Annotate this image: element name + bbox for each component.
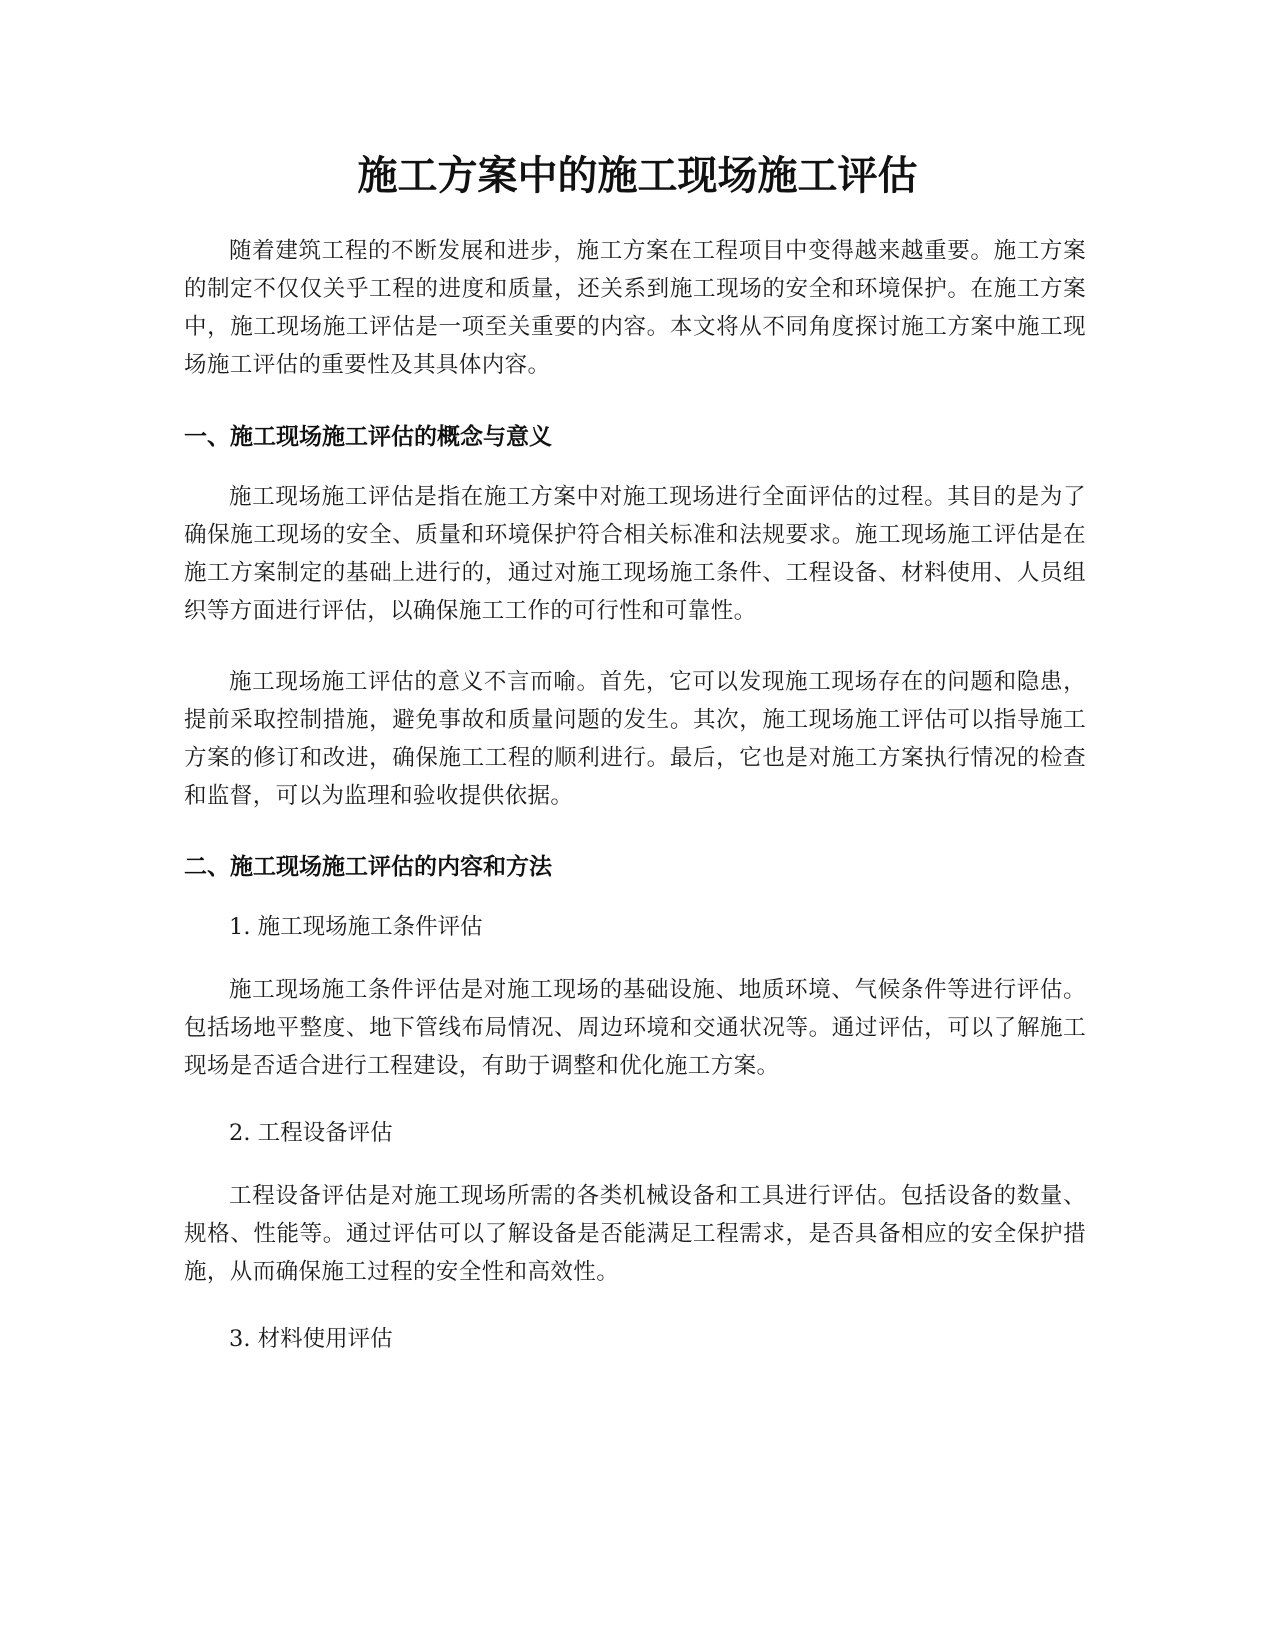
- section-2-heading: 二、施工现场施工评估的内容和方法: [184, 854, 552, 880]
- document-title: 施工方案中的施工现场施工评估: [357, 153, 918, 199]
- section-1-paragraph-2: 施工现场施工评估的意义不言而喻。首先，它可以发现施工现场存在的问题和隐患，提前采取控制措施，避免事故和质量问题的发生。其次，施工现场施工评估可以指导施工方案的修订和改进，确保施工工程的顺利进行。最后，它也是对施工方案执行情况的检查和监督，可以为监理和验收提供依据。: [184, 669, 1086, 809]
- section-1-heading: 一、施工现场施工评估的概念与意义: [184, 424, 552, 450]
- subsection-2-label: 2. 工程设备评估: [229, 1120, 393, 1146]
- subsection-3-label: 3. 材料使用评估: [229, 1326, 393, 1352]
- intro-paragraph: 随着建筑工程的不断发展和进步，施工方案在工程项目中变得越来越重要。施工方案的制定不仅仅关乎工程的进度和质量，还关系到施工现场的安全和环境保护。在施工方案中，施工现场施工评估是一项至关重要的内容。本文将从不同角度探讨施工方案中施工现场施工评估的重要性及其具体内容。: [184, 238, 1086, 378]
- subsection-1-label: 1. 施工现场施工条件评估: [229, 914, 483, 940]
- subsection-1-paragraph: 施工现场施工条件评估是对施工现场的基础设施、地质环境、气候条件等进行评估。包括场地平整度、地下管线布局情况、周边环境和交通状况等。通过评估，可以了解施工现场是否适合进行工程建设，有助于调整和优化施工方案。: [184, 977, 1086, 1079]
- subsection-2-paragraph: 工程设备评估是对施工现场所需的各类机械设备和工具进行评估。包括设备的数量、规格、性能等。通过评估可以了解设备是否能满足工程需求，是否具备相应的安全保护措施，从而确保施工过程的安全性和高效性。: [184, 1183, 1086, 1285]
- section-1-paragraph-1: 施工现场施工评估是指在施工方案中对施工现场进行全面评估的过程。其目的是为了确保施工现场的安全、质量和环境保护符合相关标准和法规要求。施工现场施工评估是在施工方案制定的基础上进行的，通过对施工现场施工条件、工程设备、材料使用、人员组织等方面进行评估，以确保施工工作的可行性和可靠性。: [184, 484, 1086, 624]
